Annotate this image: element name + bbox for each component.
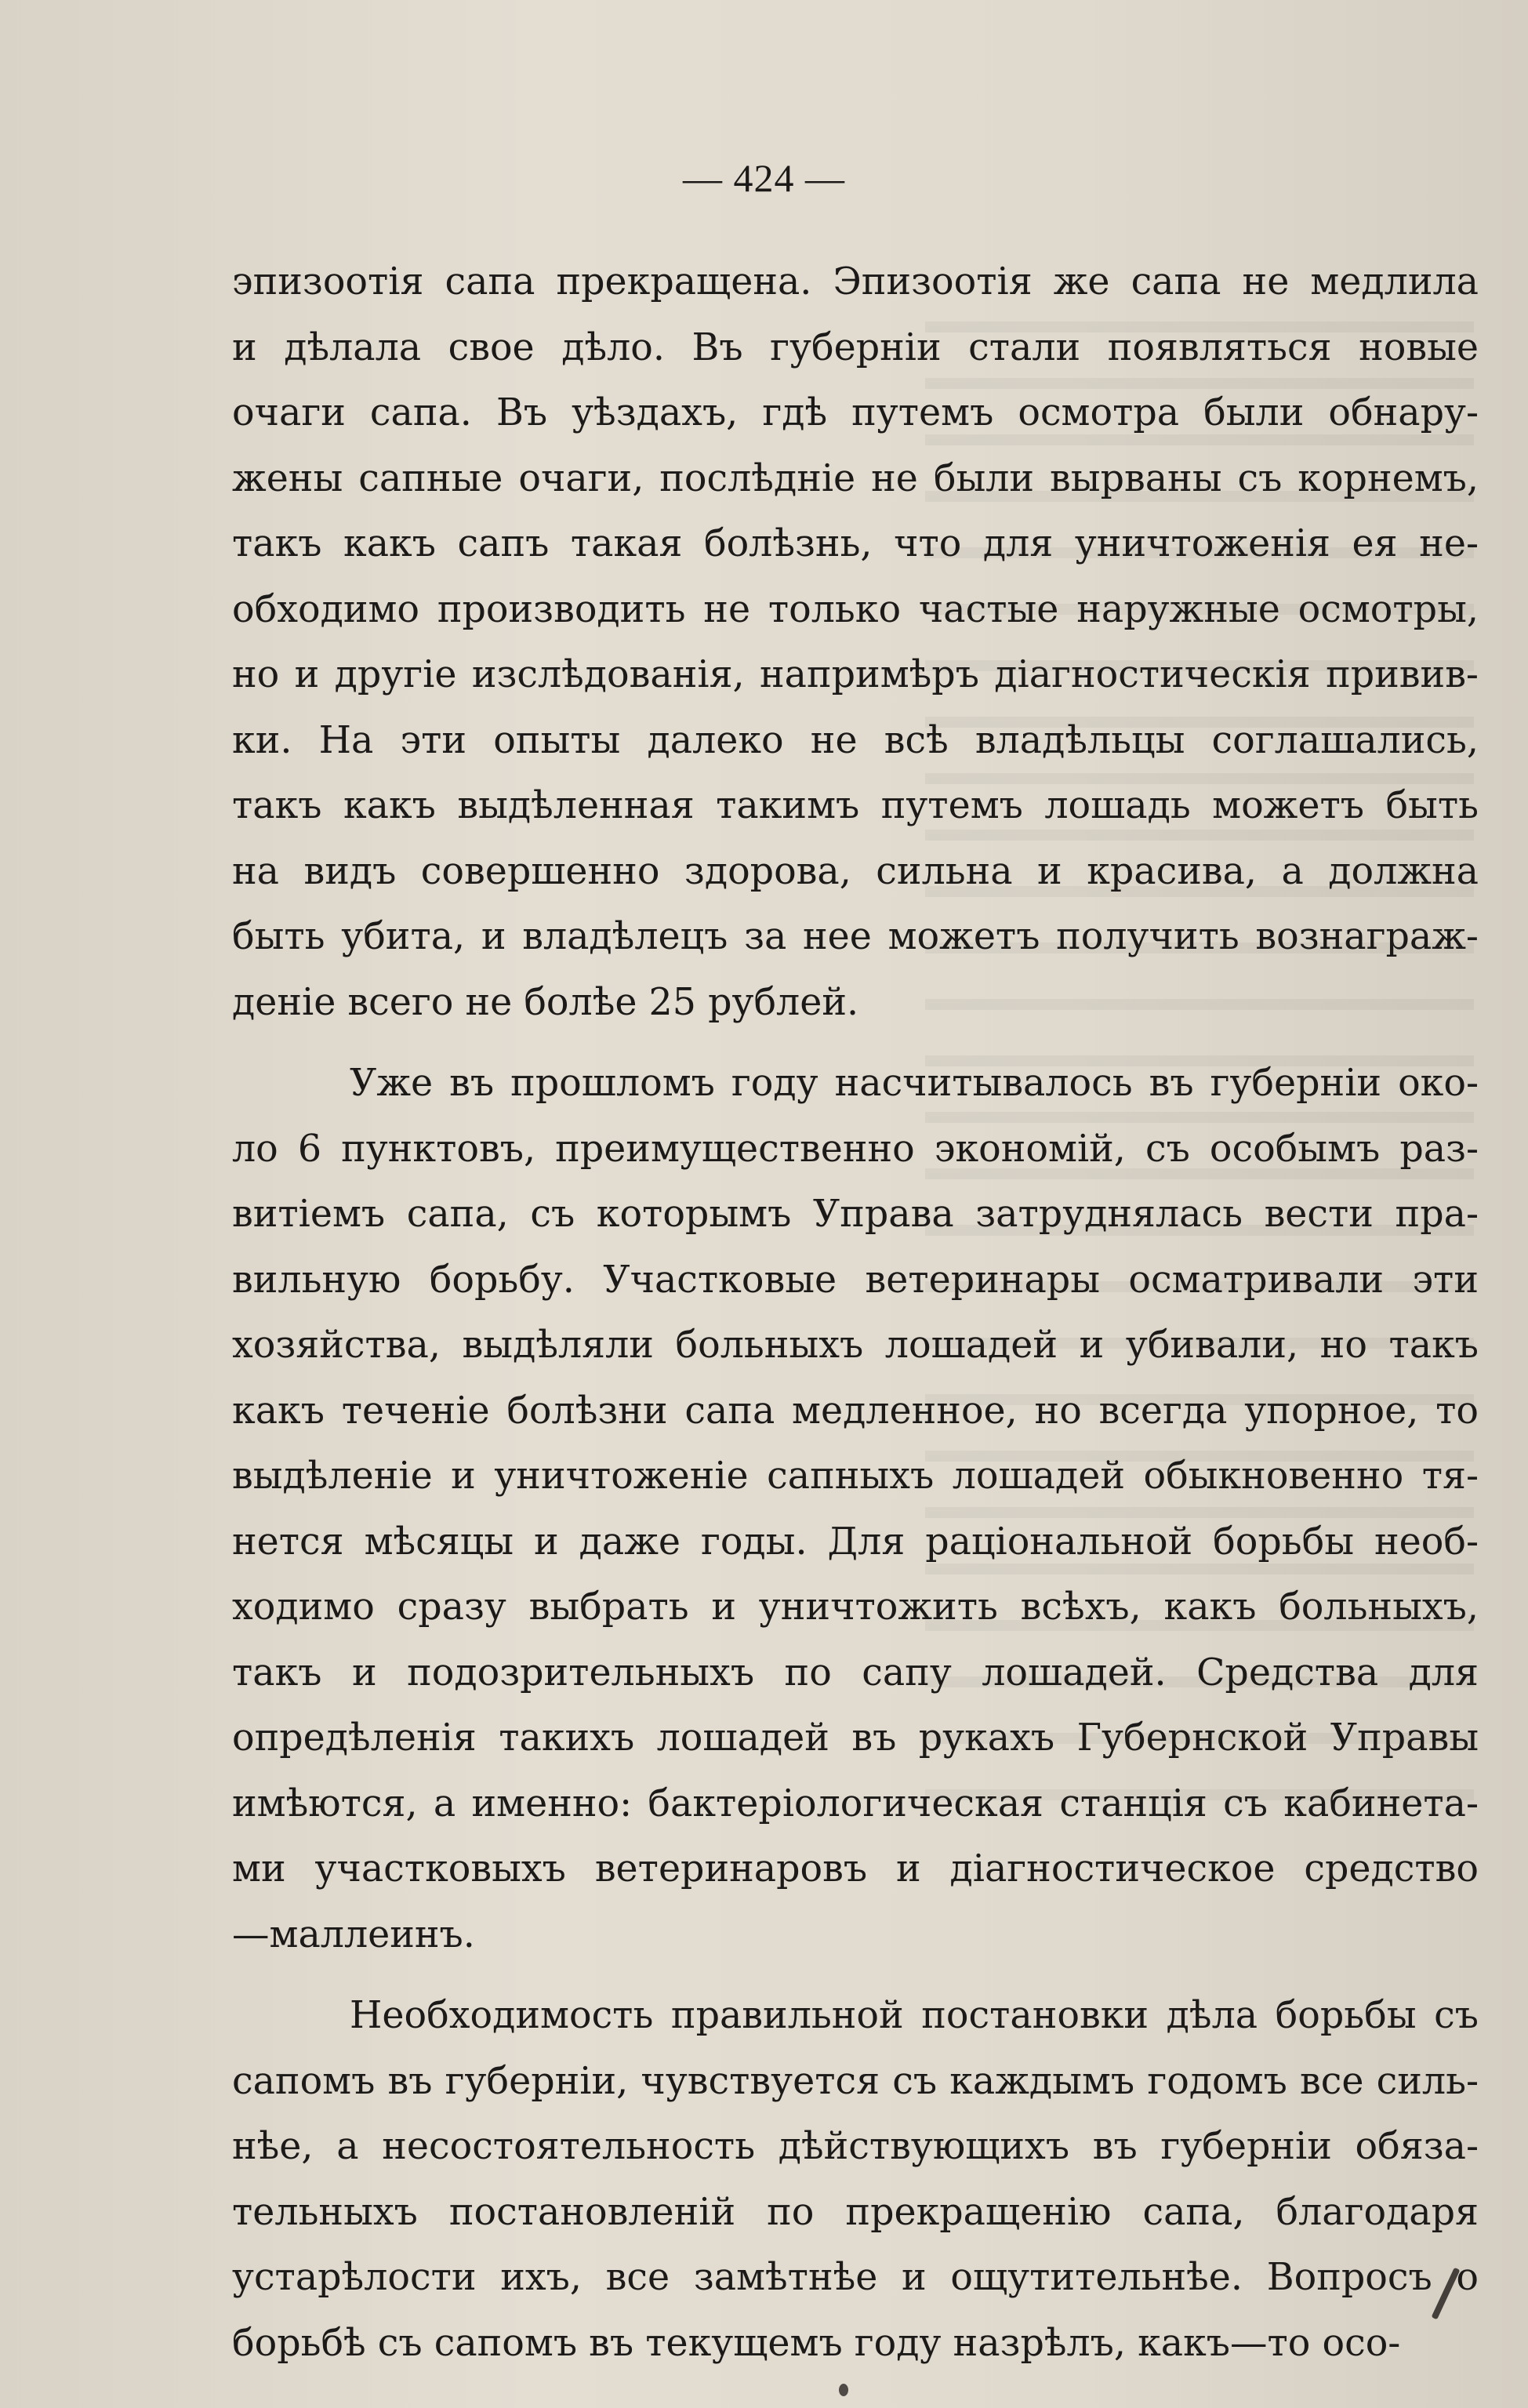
text-line: витіемъ сапа, съ которымъ Управа затруднялась вести пра- — [232, 1193, 1479, 1236]
text-line: ки. На эти опыты далеко не всѣ владѣльцы соглашались, — [232, 718, 1479, 762]
text-line: обходимо производить не только частые наружные осмотры, — [232, 587, 1479, 631]
paragraph — [232, 1051, 1479, 1967]
text-line: борьбѣ съ сапомъ въ текущемъ году назрѣлъ, какъ—то осо- — [232, 2321, 1401, 2365]
text-line: но и другіе изслѣдованія, напримѣръ діагностическія привив- — [232, 653, 1479, 696]
page-number: — 424 — — [683, 156, 845, 200]
text-line: и дѣлала свое дѣло. Въ губерніи стали появляться новые — [232, 325, 1479, 369]
text-line: —маллеинъ. — [232, 1912, 475, 1956]
text-line: Уже въ прошломъ году насчитывалось въ губерніи око- — [350, 1062, 1479, 1105]
text-line: такъ какъ сапъ такая болѣзнь, что для уничтоженія ея не- — [232, 522, 1479, 565]
text-line: какъ теченіе болѣзни сапа медленное, но всегда упорное, то — [232, 1389, 1479, 1433]
text-line: сапомъ въ губерніи, чувствуется съ каждымъ годомъ все силь- — [232, 2059, 1479, 2103]
paragraph — [232, 249, 1479, 1035]
text-line: эпизоотія сапа прекращена. Эпизоотія же сапа не медлила — [232, 260, 1479, 303]
text-line: такъ и подозрительныхъ по сапу лошадей. Средства для — [232, 1651, 1479, 1694]
text-line: нется мѣсяцы и даже годы. Для раціональной борьбы необ- — [232, 1520, 1479, 1564]
text-line: вильную борьбу. Участковые ветеринары осматривали эти — [232, 1258, 1479, 1302]
text-line: такъ какъ выдѣленная такимъ путемъ лошадь можетъ быть — [232, 784, 1479, 827]
text-line: имѣются, а именно: бактеріологическая станція съ кабинета- — [232, 1781, 1479, 1825]
text-line: опредѣленія такихъ лошадей въ рукахъ Губернской Управы — [232, 1716, 1479, 1760]
text-line: быть убита, и владѣлецъ за нее можетъ получить вознаграж- — [232, 915, 1479, 958]
text-line: тельныхъ постановленій по прекращенію сапа, благодаря — [232, 2190, 1479, 2234]
text-line: деніе всего не болѣе 25 рублей. — [232, 980, 859, 1024]
text-line: очаги сапа. Въ уѣздахъ, гдѣ путемъ осмотра были обнару- — [232, 391, 1479, 434]
text-line: ходимо сразу выбрать и уничтожить всѣхъ, какъ больныхъ, — [232, 1585, 1479, 1629]
text-line: нѣе, а несостоятельность дѣйствующихъ въ губерніи обяза- — [232, 2125, 1479, 2168]
paragraph — [232, 1983, 1479, 2376]
text-line: жены сапные очаги, послѣдніе не были вырваны съ корнемъ, — [232, 456, 1479, 500]
text-line: устарѣлости ихъ, все замѣтнѣе и ощутительнѣе. Вопросъ о — [232, 2256, 1479, 2299]
text-line: ми участковыхъ ветеринаровъ и діагностическое средство — [232, 1847, 1479, 1890]
ink-speck — [839, 2384, 848, 2396]
text-line: хозяйства, выдѣляли больныхъ лошадей и убивали, но такъ — [232, 1324, 1479, 1367]
body-text — [232, 249, 1479, 2376]
text-line: ло 6 пунктовъ, преимущественно экономій, съ особымъ раз- — [232, 1127, 1479, 1171]
text-line: выдѣленіе и уничтоженіе сапныхъ лошадей обыкновенно тя- — [232, 1455, 1479, 1498]
text-line: на видъ совершенно здорова, сильна и красива, а должна — [232, 849, 1479, 893]
text-line: Необходимость правильной постановки дѣла борьбы съ — [350, 1994, 1479, 2037]
